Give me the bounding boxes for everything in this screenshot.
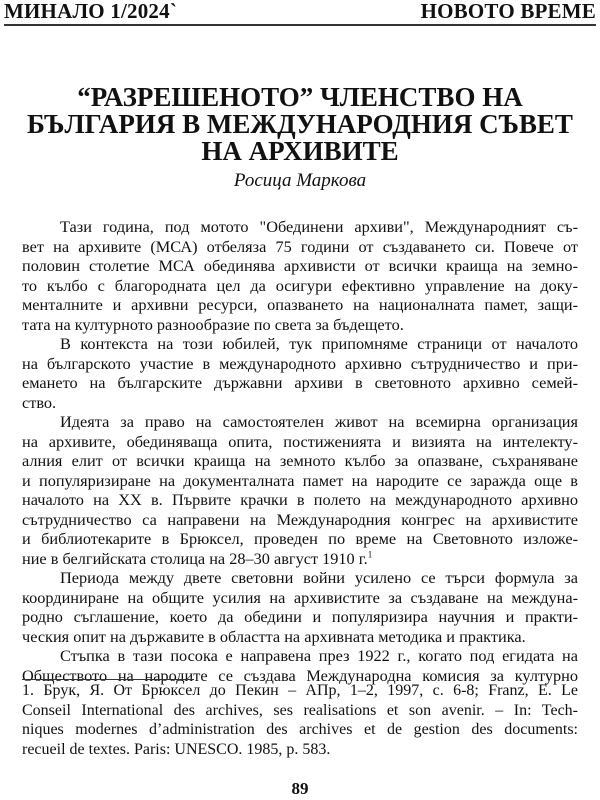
title-line: БЪЛГАРИЯ В МЕЖДУНАРОДНИЯ СЪВЕТ: [27, 109, 573, 139]
text-line: [22, 627, 578, 647]
text-line: [22, 681, 578, 701]
line-text: тата на културното разнообразие по света за бъдещето.: [22, 314, 404, 334]
text-line: [22, 549, 578, 569]
text-line: [22, 646, 578, 666]
text-line: [22, 295, 578, 315]
text-line: [22, 412, 578, 432]
text-line: [22, 237, 578, 257]
line-text: началото на XX в. Първите крачки в полето на международното архивно: [22, 490, 578, 509]
line-text: Стъпка в тази посока е направена през 1922 г., когато под егидата на: [60, 646, 578, 665]
text-line: [22, 432, 578, 452]
article-body: [22, 217, 578, 685]
text-line: [22, 529, 578, 549]
text-line: [22, 471, 578, 491]
text-line: [22, 354, 578, 374]
text-line: [22, 740, 578, 760]
article-title: [0, 84, 600, 165]
text-line: [22, 490, 578, 510]
title-line: НА АРХИВИТЕ: [201, 136, 399, 166]
line-text: recueil de textes. Paris: UNESCO. 1985, p. 583.: [22, 740, 331, 758]
article-author: Росица Маркова: [233, 170, 367, 191]
line-text: ство.: [22, 392, 57, 412]
line-text: и библиотекарите в Брюксел, проведен по време на Световното изложе-: [22, 529, 578, 548]
line-text: niques modernes d’administration des archives et de gestion des documents:: [22, 721, 578, 738]
line-text: менталните и архивни ресурси, опазването на националната памет, защи-: [22, 295, 578, 314]
line-text: В контекста на този юбилей, тук припомняме страници от началото: [60, 334, 578, 353]
footnote-divider: [22, 679, 194, 680]
text-line: [22, 256, 578, 276]
footnote-ref: 1: [367, 549, 373, 560]
page-number: 89: [291, 779, 309, 798]
line-text: алния елит от всички краища на земното кълбо за опазване, съхраняване: [22, 451, 578, 470]
line-text: половин столетие МСА обединява архивисти от всички краища на земно-: [22, 256, 578, 275]
line-text: вет на архивите (МСА) отбеляза 75 години от създаването си. Повече от: [22, 236, 578, 256]
text-line: [22, 276, 578, 296]
text-line: [22, 720, 578, 740]
line-text: ческия опит на държавите в областта на архивната методика и практика.: [22, 626, 526, 646]
text-line: [22, 510, 578, 530]
text-line: [22, 217, 578, 237]
line-text: и популяризиране на документалната памет на народите се заражда още в: [22, 470, 578, 490]
running-header: [4, 0, 596, 26]
line-text: координиране на общите усилия на архивистите за създаване на междуна-: [22, 587, 578, 607]
line-text: Conseil International des archives, ses realisations et son avenir. – In: Tech-: [22, 701, 578, 719]
line-text: Идеята за право на самостоятелен живот на всемирна организация: [60, 412, 578, 431]
text-line: [22, 373, 578, 393]
journal-issue: МИНАЛО 1/2024`: [4, 0, 178, 23]
line-text: Периода между двете световни войни усилено се търси формула за: [60, 568, 578, 587]
text-line: [22, 588, 578, 608]
line-text: Обществото на народите се създава Международна комисия за културно: [22, 665, 578, 685]
text-line: [22, 334, 578, 354]
text-line: [22, 315, 578, 335]
text-line: [22, 701, 578, 721]
text-line: [22, 568, 578, 588]
line-text: емането на българските държавни архиви в световното архивно семей-: [22, 373, 578, 392]
line-text: родно съглашение, което да обедини и популяризира научния и практи-: [22, 607, 578, 626]
title-line: “РАЗРЕШЕНОТО” ЧЛЕНСТВО НА: [77, 82, 523, 112]
line-text: ние в белгийската столица на 28–30 август 1910 г.: [22, 548, 368, 568]
text-line: [22, 393, 578, 413]
text-line: [22, 451, 578, 471]
footnotes: [22, 681, 578, 759]
text-line: [22, 607, 578, 627]
section-name: НОВОТО ВРЕМЕ: [420, 0, 596, 23]
line-text: на архивите, обединяваща опита, постиженията и визията на интелекту-: [22, 431, 578, 451]
line-text: то кълбо с благородната цел да осигури ефективно управление на доку-: [22, 275, 578, 295]
line-text: сътрудничество са направени на Международния конгрес на архивистите: [22, 509, 578, 529]
line-text: Тази година, под мотото "Обединени архиви", Международният съ-: [60, 217, 578, 236]
line-text: 1. Брук, Я. От Брюксел до Пекин – АПр, 1–2, 1997, с. 6-8; Franz, E. Le: [22, 682, 578, 699]
line-text: на българското участие в международното архивно сътрудничество и при-: [22, 353, 578, 373]
